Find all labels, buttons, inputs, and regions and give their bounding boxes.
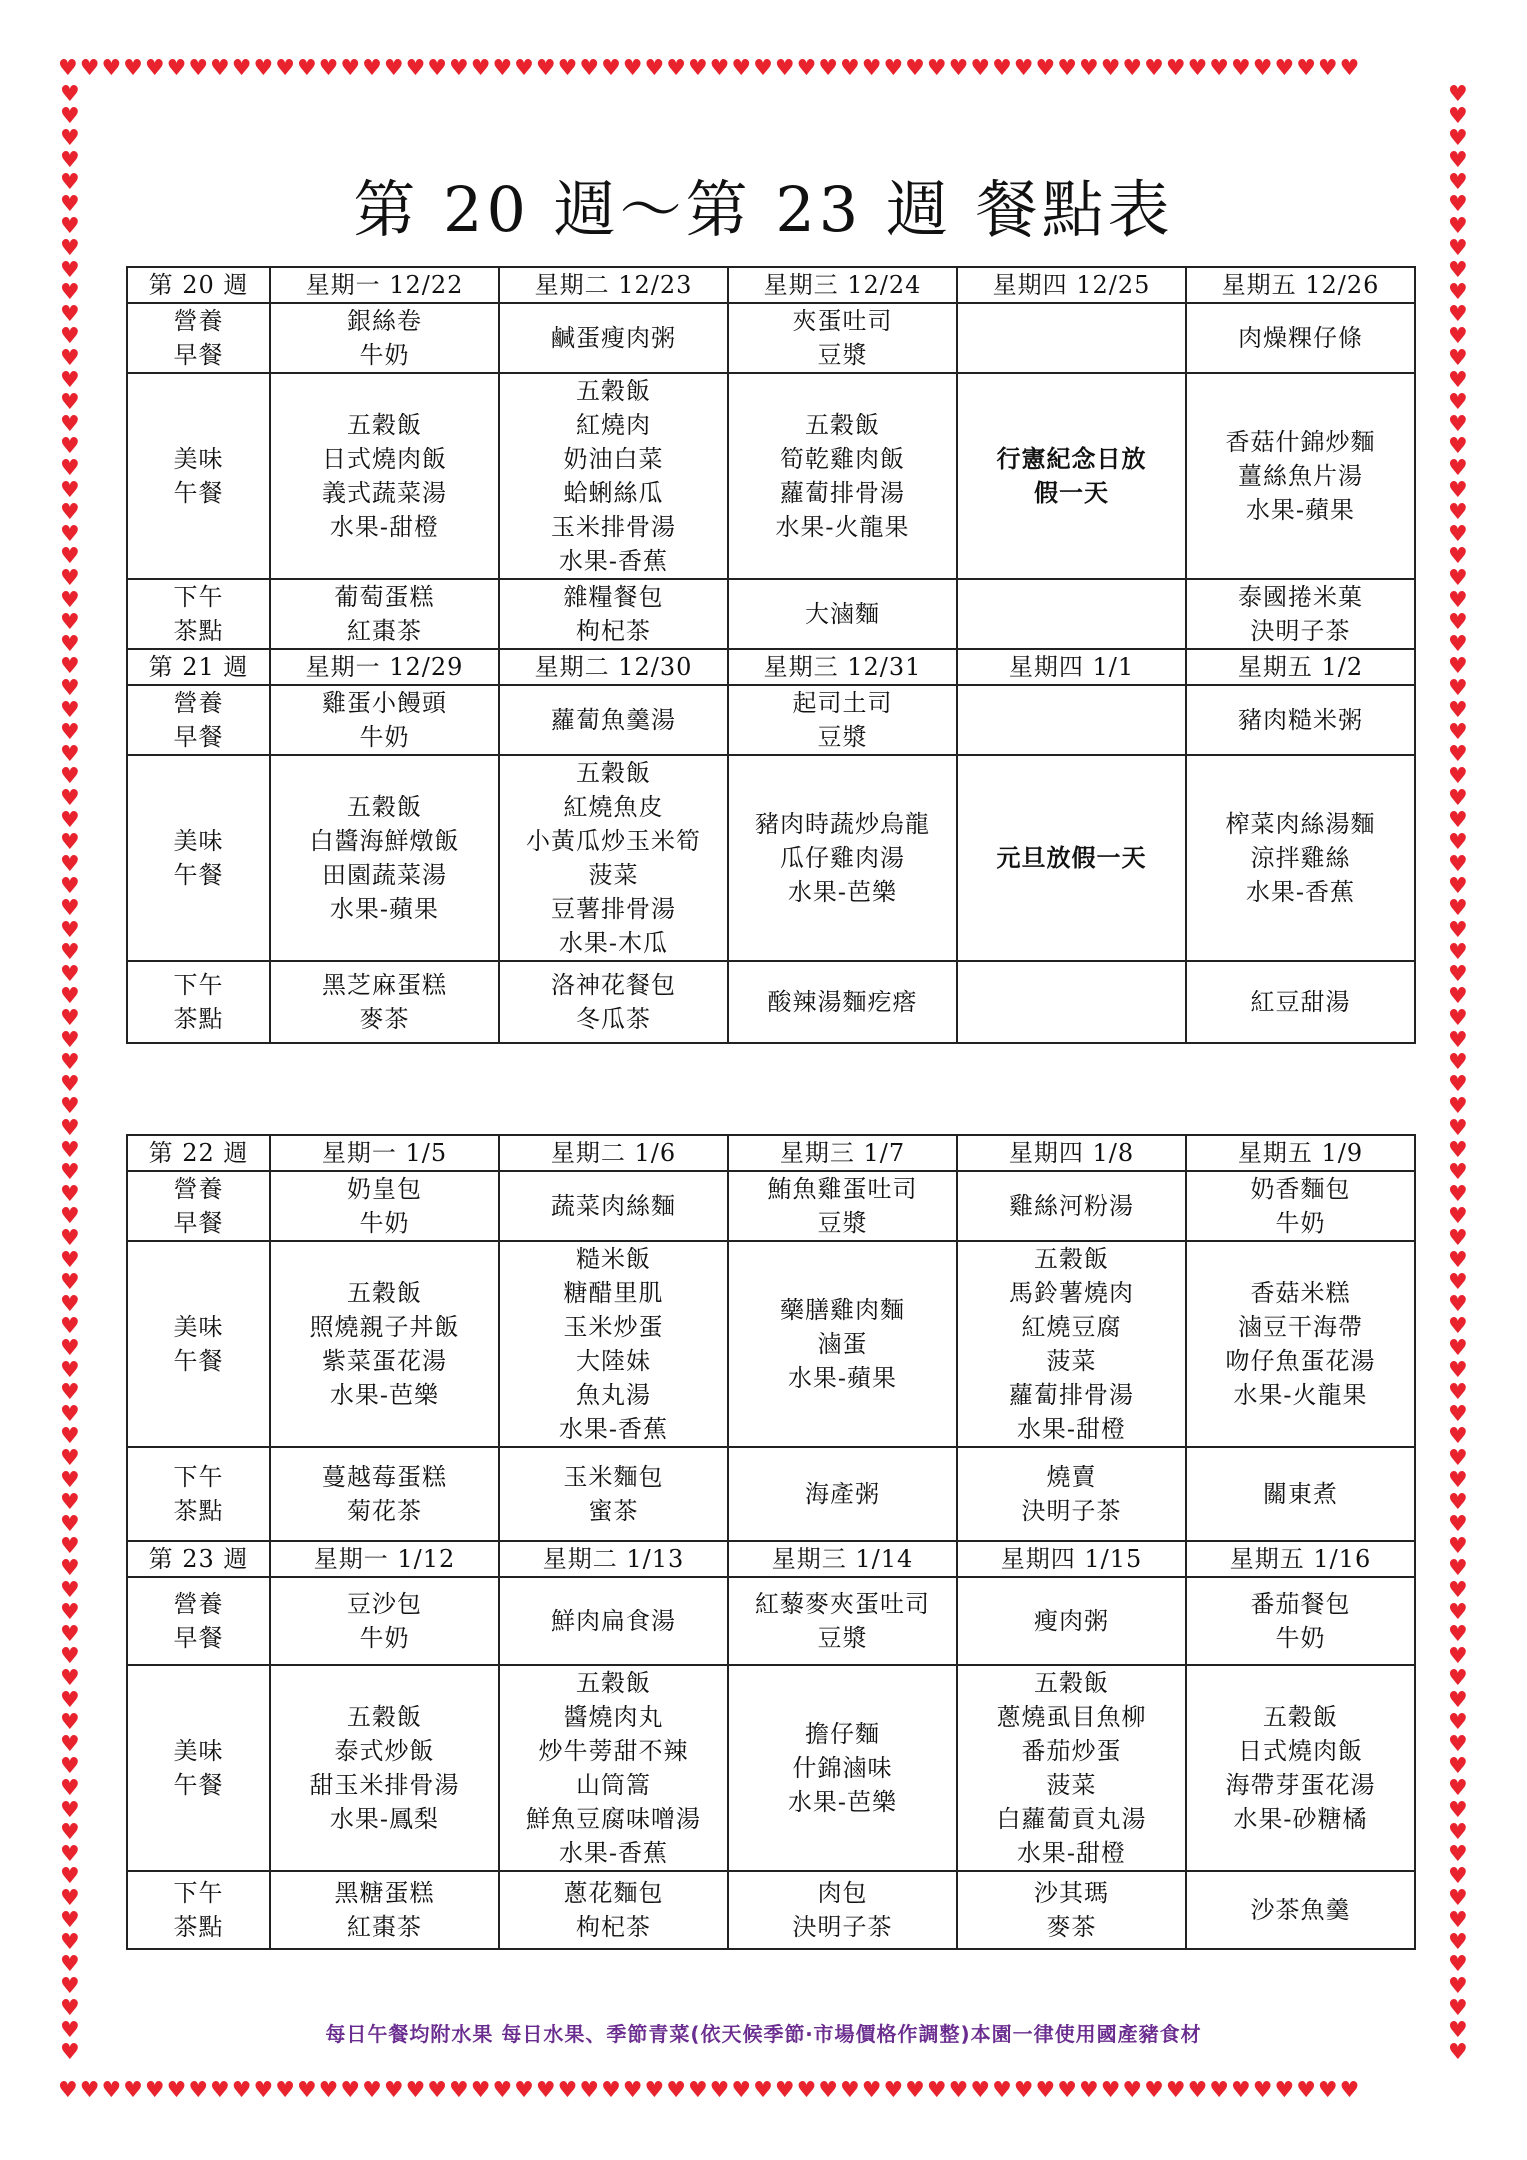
snack-cell [728, 1871, 957, 1949]
menu-item: 鮮肉扁食湯 [551, 1607, 676, 1635]
menu-item: 紅豆甜湯 [1250, 988, 1351, 1016]
menu-item: 元旦放假一天 [996, 843, 1147, 872]
week-header-row [127, 267, 1415, 303]
lunch-cell [499, 1665, 728, 1871]
menu-item: 蘿蔔排骨湯 [1009, 1381, 1134, 1409]
snack-cell [270, 579, 499, 649]
menu-item: 紅燒豆腐 [1021, 1313, 1122, 1341]
footer-note: 每日午餐均附水果 每日水果、季節青菜(依天候季節‧市場價格作調整)本園一律使用國產豬食材 [325, 2022, 1202, 2046]
lunch-cell [1186, 1241, 1415, 1447]
breakfast-cell [957, 1171, 1186, 1241]
lunch-label [127, 373, 270, 579]
menu-item: 水果-火龍果 [775, 513, 910, 541]
lunch-cell [957, 755, 1186, 961]
menu-item: 水果-香蕉 [558, 1415, 669, 1443]
lunch-row [127, 755, 1415, 961]
menu-item: 水果-蘋果 [1245, 496, 1356, 524]
day-header: 星期三 12/24 [728, 267, 957, 303]
day-header: 星期二 1/13 [499, 1541, 728, 1577]
breakfast-cell [728, 303, 957, 373]
lunch-cell [957, 373, 1186, 579]
menu-item: 海產粥 [805, 1480, 880, 1508]
breakfast-cell [1186, 685, 1415, 755]
menu-item: 豆漿 [817, 341, 868, 369]
week-header-row [127, 1541, 1415, 1577]
breakfast-cell [270, 685, 499, 755]
menu-item: 擔仔麵 [805, 1720, 880, 1748]
menu-item: 炒牛蒡甜不辣 [538, 1737, 689, 1765]
menu-item: 糙米飯 [576, 1245, 651, 1273]
menu-item: 田園蔬菜湯 [322, 861, 447, 889]
menu-item: 水果-蘋果 [329, 895, 440, 923]
menu-item: 菠菜 [1046, 1771, 1097, 1799]
snack-cell [957, 1871, 1186, 1949]
menu-item: 牛奶 [1275, 1209, 1326, 1237]
menu-item: 美味 [173, 827, 224, 855]
week-label: 第 22 週 [127, 1135, 270, 1171]
menu-item: 瓜仔雞肉湯 [780, 844, 905, 872]
menu-item: 紅棗茶 [347, 1913, 422, 1941]
menu-item: 牛奶 [359, 341, 410, 369]
snack-row [127, 579, 1415, 649]
heart-border-right-icon: ♥♥♥♥♥♥♥♥♥♥♥♥♥♥♥♥♥♥♥♥♥♥♥♥♥♥♥♥♥♥♥♥♥♥♥♥♥♥♥♥♥♥♥♥♥♥♥♥♥♥♥♥♥♥♥♥♥♥♥♥♥♥♥♥♥♥♥♥♥♥♥♥♥♥♥♥♥♥♥♥♥♥♥♥♥♥♥♥♥♥ [1448, 84, 1468, 2065]
menu-item: 紅棗茶 [347, 617, 422, 645]
menu-item: 馬鈴薯燒肉 [1009, 1279, 1134, 1307]
breakfast-cell [499, 1577, 728, 1665]
menu-item: 牛奶 [359, 1624, 410, 1652]
week-label: 第 23 週 [127, 1541, 270, 1577]
menu-item: 下午 [173, 1463, 224, 1491]
snack-cell [957, 579, 1186, 649]
menu-item: 茶點 [173, 1913, 224, 1941]
menu-item: 白醬海鮮燉飯 [309, 827, 460, 855]
day-header: 星期一 12/22 [270, 267, 499, 303]
breakfast-row [127, 685, 1415, 755]
lunch-cell [957, 1665, 1186, 1871]
menu-item: 肉包 [817, 1879, 868, 1907]
heart-border-bottom-icon: ♥♥♥♥♥♥♥♥♥♥♥♥♥♥♥♥♥♥♥♥♥♥♥♥♥♥♥♥♥♥♥♥♥♥♥♥♥♥♥♥♥♥♥♥♥♥♥♥♥♥♥♥♥♥♥♥♥♥♥♥ [58, 2080, 1362, 2103]
menu-item: 奶香麵包 [1250, 1175, 1351, 1203]
menu-item: 牛奶 [359, 1209, 410, 1237]
menu-item: 五穀飯 [347, 411, 422, 439]
snack-cell [728, 961, 957, 1043]
menu-item: 番茄炒蛋 [1021, 1737, 1122, 1765]
menu-item: 玉米炒蛋 [563, 1313, 664, 1341]
breakfast-cell [499, 1171, 728, 1241]
menu-item: 菠菜 [1046, 1347, 1097, 1375]
snack-cell [270, 1447, 499, 1541]
heart-border-left-icon: ♥♥♥♥♥♥♥♥♥♥♥♥♥♥♥♥♥♥♥♥♥♥♥♥♥♥♥♥♥♥♥♥♥♥♥♥♥♥♥♥♥♥♥♥♥♥♥♥♥♥♥♥♥♥♥♥♥♥♥♥♥♥♥♥♥♥♥♥♥♥♥♥♥♥♥♥♥♥♥♥♥♥♥♥♥♥♥♥♥♥ [60, 84, 80, 2065]
menu-item: 藥膳雞肉麵 [780, 1296, 905, 1324]
menu-item: 水果-香蕉 [558, 547, 669, 575]
breakfast-row [127, 303, 1415, 373]
menu-item: 午餐 [173, 861, 224, 889]
menu-item: 水果-芭樂 [787, 1788, 898, 1816]
menu-item: 午餐 [173, 479, 224, 507]
menu-item: 五穀飯 [347, 1279, 422, 1307]
snack-row [127, 961, 1415, 1043]
menu-item: 冬瓜茶 [576, 1005, 651, 1033]
lunch-label [127, 1665, 270, 1871]
breakfast-cell [270, 303, 499, 373]
menu-item: 五穀飯 [576, 377, 651, 405]
menu-table-2 [126, 1134, 1416, 1950]
menu-item: 蘿蔔排骨湯 [780, 479, 905, 507]
menu-item: 下午 [173, 1879, 224, 1907]
lunch-cell [499, 1241, 728, 1447]
menu-item: 蔓越莓蛋糕 [322, 1463, 447, 1491]
day-header: 星期三 1/14 [728, 1541, 957, 1577]
menu-item: 義式蔬菜湯 [322, 479, 447, 507]
menu-item: 紅燒肉 [576, 411, 651, 439]
lunch-cell [728, 373, 957, 579]
lunch-cell [728, 1241, 957, 1447]
menu-item: 營養 [173, 1175, 224, 1203]
menu-item: 醬燒肉丸 [563, 1703, 664, 1731]
snack-cell [1186, 961, 1415, 1043]
menu-item: 沙其瑪 [1034, 1879, 1109, 1907]
snack-cell [499, 1871, 728, 1949]
menu-item: 五穀飯 [576, 759, 651, 787]
breakfast-cell [270, 1577, 499, 1665]
menu-item: 大滷麵 [805, 600, 880, 628]
menu-item: 紅藜麥夾蛋吐司 [755, 1590, 930, 1618]
menu-item: 營養 [173, 689, 224, 717]
breakfast-cell [957, 685, 1186, 755]
snack-cell [270, 961, 499, 1043]
menu-item: 豆薯排骨湯 [551, 895, 676, 923]
menu-item: 牛奶 [359, 723, 410, 751]
menu-item: 水果-蘋果 [787, 1364, 898, 1392]
snack-cell [1186, 1871, 1415, 1949]
menu-item: 營養 [173, 1590, 224, 1618]
menu-item: 下午 [173, 583, 224, 611]
menu-item: 決明子茶 [792, 1913, 893, 1941]
breakfast-cell [957, 1577, 1186, 1665]
breakfast-cell [499, 303, 728, 373]
day-header: 星期五 12/26 [1186, 267, 1415, 303]
menu-item: 豆沙包 [347, 1590, 422, 1618]
snack-cell [1186, 1447, 1415, 1541]
breakfast-label [127, 685, 270, 755]
menu-item: 美味 [173, 445, 224, 473]
menu-item: 豆漿 [817, 1624, 868, 1652]
lunch-row [127, 373, 1415, 579]
menu-item: 玉米麵包 [563, 1463, 664, 1491]
breakfast-row [127, 1171, 1415, 1241]
day-header: 星期三 12/31 [728, 649, 957, 685]
menu-item: 五穀飯 [347, 1703, 422, 1731]
breakfast-cell [957, 303, 1186, 373]
menu-item: 鹹蛋瘦肉粥 [551, 324, 676, 352]
menu-item: 水果-鳳梨 [329, 1805, 440, 1833]
menu-item: 水果-芭樂 [329, 1381, 440, 1409]
menu-item: 甜玉米排骨湯 [309, 1771, 460, 1799]
breakfast-cell [728, 685, 957, 755]
menu-item: 關東煮 [1263, 1480, 1338, 1508]
breakfast-cell [1186, 1171, 1415, 1241]
snack-cell [728, 579, 957, 649]
snack-cell [499, 961, 728, 1043]
snack-cell [499, 579, 728, 649]
menu-item: 番茄餐包 [1250, 1590, 1351, 1618]
menu-item: 玉米排骨湯 [551, 513, 676, 541]
menu-item: 滷豆干海帶 [1238, 1313, 1363, 1341]
menu-item: 香菇什錦炒麵 [1225, 428, 1376, 456]
menu-item: 鮪魚雞蛋吐司 [767, 1175, 918, 1203]
snack-label [127, 961, 270, 1043]
menu-item: 水果-芭樂 [787, 878, 898, 906]
menu-item: 蔬菜肉絲麵 [551, 1192, 676, 1220]
menu-item: 決明子茶 [1021, 1497, 1122, 1525]
week-header-row [127, 649, 1415, 685]
lunch-cell [1186, 373, 1415, 579]
menu-item: 午餐 [173, 1347, 224, 1375]
menu-item: 營養 [173, 307, 224, 335]
menu-item: 枸杞茶 [576, 617, 651, 645]
breakfast-row [127, 1577, 1415, 1665]
breakfast-cell [1186, 303, 1415, 373]
lunch-row [127, 1241, 1415, 1447]
menu-item: 豬肉時蔬炒烏龍 [755, 810, 930, 838]
day-header: 星期一 1/12 [270, 1541, 499, 1577]
menu-item: 日式燒肉飯 [322, 445, 447, 473]
menu-item: 水果-甜橙 [1016, 1415, 1127, 1443]
lunch-cell [1186, 755, 1415, 961]
menu-item: 早餐 [173, 723, 224, 751]
menu-item: 水果-香蕉 [1245, 878, 1356, 906]
menu-item: 蛤蜊絲瓜 [563, 479, 664, 507]
day-header: 星期四 1/8 [957, 1135, 1186, 1171]
menu-item: 蔥花麵包 [563, 1879, 664, 1907]
menu-item: 水果-甜橙 [329, 513, 440, 541]
menu-item: 決明子茶 [1250, 617, 1351, 645]
snack-cell [270, 1871, 499, 1949]
breakfast-cell [270, 1171, 499, 1241]
menu-item: 泰國捲米菓 [1238, 583, 1363, 611]
menu-item: 薑絲魚片湯 [1238, 462, 1363, 490]
menu-item: 美味 [173, 1313, 224, 1341]
menu-item: 瘦肉粥 [1034, 1607, 1109, 1635]
menu-item: 豆漿 [817, 1209, 868, 1237]
menu-item: 枸杞茶 [576, 1913, 651, 1941]
day-header: 星期五 1/16 [1186, 1541, 1415, 1577]
menu-item: 紫菜蛋花湯 [322, 1347, 447, 1375]
week-label: 第 21 週 [127, 649, 270, 685]
page-title: 第 20 週～第 23 週 餐點表 [353, 173, 1174, 246]
menu-item: 糖醋里肌 [563, 1279, 664, 1307]
menu-item: 榨菜肉絲湯麵 [1225, 810, 1376, 838]
snack-cell [957, 1447, 1186, 1541]
lunch-label [127, 1241, 270, 1447]
lunch-cell [270, 1241, 499, 1447]
menu-item: 海帶芽蛋花湯 [1225, 1771, 1376, 1799]
breakfast-cell [728, 1171, 957, 1241]
menu-item: 黑糖蛋糕 [334, 1879, 435, 1907]
menu-item: 豬肉糙米粥 [1238, 706, 1363, 734]
menu-item: 大陸妹 [576, 1347, 651, 1375]
menu-item: 奶皇包 [347, 1175, 422, 1203]
menu-item: 白蘿蔔貢丸湯 [996, 1805, 1147, 1833]
snack-cell [499, 1447, 728, 1541]
menu-item: 水果-砂糖橘 [1233, 1805, 1368, 1833]
menu-item: 筍乾雞肉飯 [780, 445, 905, 473]
day-header: 星期二 1/6 [499, 1135, 728, 1171]
menu-item: 紅燒魚皮 [563, 793, 664, 821]
menu-item: 酸辣湯麵疙瘩 [767, 988, 918, 1016]
day-header: 星期一 12/29 [270, 649, 499, 685]
menu-item: 鮮魚豆腐味噌湯 [526, 1805, 701, 1833]
day-header: 星期五 1/2 [1186, 649, 1415, 685]
breakfast-label [127, 1171, 270, 1241]
menu-item: 黑芝麻蛋糕 [322, 971, 447, 999]
menu-item: 雞蛋小饅頭 [322, 689, 447, 717]
week-header-row [127, 1135, 1415, 1171]
menu-table-1 [126, 266, 1416, 1044]
menu-item: 肉燥粿仔條 [1238, 324, 1363, 352]
menu-item: 五穀飯 [347, 793, 422, 821]
menu-item: 行憲紀念日放 [996, 444, 1147, 473]
menu-item: 起司土司 [792, 689, 893, 717]
menu-item: 下午 [173, 971, 224, 999]
menu-item: 日式燒肉飯 [1238, 1737, 1363, 1765]
breakfast-cell [1186, 1577, 1415, 1665]
menu-item: 麥茶 [359, 1005, 410, 1033]
day-header: 星期四 12/25 [957, 267, 1186, 303]
lunch-cell [1186, 1665, 1415, 1871]
menu-item: 吻仔魚蛋花湯 [1225, 1347, 1376, 1375]
menu-item: 魚丸湯 [576, 1381, 651, 1409]
menu-item: 豆漿 [817, 723, 868, 751]
menu-item: 五穀飯 [1034, 1669, 1109, 1697]
breakfast-cell [499, 685, 728, 755]
menu-item: 蜜茶 [588, 1497, 639, 1525]
menu-item: 葡萄蛋糕 [334, 583, 435, 611]
lunch-cell [728, 755, 957, 961]
snack-label [127, 579, 270, 649]
menu-item: 美味 [173, 1737, 224, 1765]
menu-item: 假一天 [1034, 478, 1109, 507]
day-header: 星期三 1/7 [728, 1135, 957, 1171]
lunch-cell [957, 1241, 1186, 1447]
snack-label [127, 1871, 270, 1949]
menu-item: 滷蛋 [817, 1330, 868, 1358]
menu-item: 牛奶 [1275, 1624, 1326, 1652]
menu-item: 香菇米糕 [1250, 1279, 1351, 1307]
breakfast-cell [728, 1577, 957, 1665]
snack-row [127, 1871, 1415, 1949]
menu-item: 奶油白菜 [563, 445, 664, 473]
day-header: 星期二 12/30 [499, 649, 728, 685]
menu-item: 五穀飯 [1263, 1703, 1338, 1731]
menu-item: 蔥燒虱目魚柳 [996, 1703, 1147, 1731]
lunch-cell [270, 373, 499, 579]
menu-item: 茶點 [173, 617, 224, 645]
menu-item: 菠菜 [588, 861, 639, 889]
menu-item: 蘿蔔魚羹湯 [551, 706, 676, 734]
menu-item: 山筒篙 [576, 1771, 651, 1799]
day-header: 星期五 1/9 [1186, 1135, 1415, 1171]
day-header: 星期一 1/5 [270, 1135, 499, 1171]
lunch-label [127, 755, 270, 961]
menu-item: 什錦滷味 [792, 1754, 893, 1782]
day-header: 星期二 12/23 [499, 267, 728, 303]
menu-item: 茶點 [173, 1005, 224, 1033]
menu-item: 泰式炒飯 [334, 1737, 435, 1765]
menu-item: 夾蛋吐司 [792, 307, 893, 335]
lunch-cell [270, 1665, 499, 1871]
menu-item: 五穀飯 [576, 1669, 651, 1697]
menu-item: 水果-木瓜 [558, 929, 669, 957]
menu-item: 早餐 [173, 1209, 224, 1237]
menu-item: 雜糧餐包 [563, 583, 664, 611]
menu-item: 菊花茶 [347, 1497, 422, 1525]
lunch-cell [270, 755, 499, 961]
menu-item: 雞絲河粉湯 [1009, 1192, 1134, 1220]
menu-item: 五穀飯 [1034, 1245, 1109, 1273]
lunch-row [127, 1665, 1415, 1871]
menu-item: 早餐 [173, 341, 224, 369]
menu-item: 水果-火龍果 [1233, 1381, 1368, 1409]
menu-item: 茶點 [173, 1497, 224, 1525]
week-label: 第 20 週 [127, 267, 270, 303]
menu-item: 涼拌雞絲 [1250, 844, 1351, 872]
heart-border-top-icon: ♥♥♥♥♥♥♥♥♥♥♥♥♥♥♥♥♥♥♥♥♥♥♥♥♥♥♥♥♥♥♥♥♥♥♥♥♥♥♥♥♥♥♥♥♥♥♥♥♥♥♥♥♥♥♥♥♥♥♥♥ [58, 58, 1362, 81]
menu-item: 早餐 [173, 1624, 224, 1652]
menu-item: 銀絲卷 [347, 307, 422, 335]
breakfast-label [127, 303, 270, 373]
menu-item: 小黃瓜炒玉米筍 [526, 827, 701, 855]
day-header: 星期四 1/1 [957, 649, 1186, 685]
breakfast-label [127, 1577, 270, 1665]
menu-item: 午餐 [173, 1771, 224, 1799]
menu-item: 五穀飯 [805, 411, 880, 439]
snack-label [127, 1447, 270, 1541]
menu-item: 水果-香蕉 [558, 1839, 669, 1867]
lunch-cell [499, 373, 728, 579]
lunch-cell [499, 755, 728, 961]
day-header: 星期四 1/15 [957, 1541, 1186, 1577]
snack-row [127, 1447, 1415, 1541]
snack-cell [957, 961, 1186, 1043]
menu-item: 麥茶 [1046, 1913, 1097, 1941]
snack-cell [1186, 579, 1415, 649]
menu-item: 照燒親子丼飯 [309, 1313, 460, 1341]
menu-item: 洛神花餐包 [551, 971, 676, 999]
menu-item: 沙茶魚羹 [1250, 1896, 1351, 1924]
snack-cell [728, 1447, 957, 1541]
menu-item: 燒賣 [1046, 1463, 1097, 1491]
lunch-cell [728, 1665, 957, 1871]
menu-item: 水果-甜橙 [1016, 1839, 1127, 1867]
